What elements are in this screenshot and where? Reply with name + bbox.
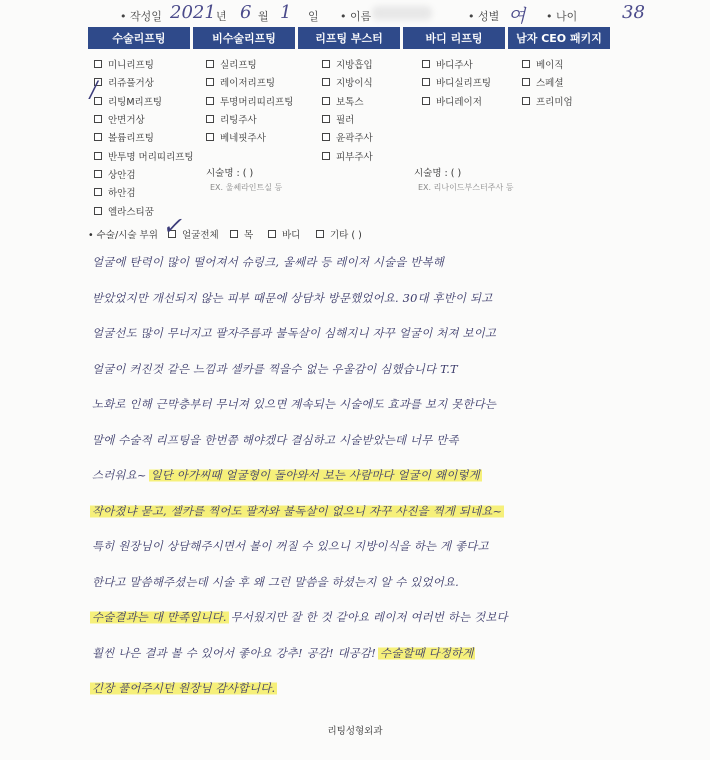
clinic-name-footer: 리팅성형외과 bbox=[327, 726, 383, 737]
surgery-part-label: • 수술/시술 부위 bbox=[88, 230, 158, 241]
date-label: • 작성일 bbox=[120, 10, 162, 23]
age-label: • 나이 bbox=[546, 10, 578, 23]
gender-label: • 성별 bbox=[468, 10, 500, 23]
option-checkbox[interactable] bbox=[206, 110, 293, 128]
review-line bbox=[90, 396, 620, 432]
option-checkbox[interactable] bbox=[206, 128, 293, 146]
review-line bbox=[90, 680, 620, 716]
option-checkbox[interactable] bbox=[322, 55, 373, 73]
option-column-body-lifting bbox=[422, 55, 491, 110]
option-label: 윤곽주사 bbox=[336, 133, 373, 145]
checkbox-icon[interactable] bbox=[94, 207, 102, 215]
option-label: 피부주사 bbox=[336, 151, 373, 163]
checkbox-icon[interactable] bbox=[422, 60, 430, 68]
checkbox-icon[interactable] bbox=[422, 97, 430, 105]
highlighted-text: 일단 아가씨때 얼굴형이 돌아와서 보는 사람마다 얼굴이 왜이렇게 bbox=[150, 468, 480, 482]
option-label: 필러 bbox=[336, 115, 355, 127]
review-line bbox=[90, 325, 620, 361]
option-label: 안면거상 bbox=[108, 115, 145, 127]
handwritten-review bbox=[90, 254, 620, 716]
option-label: 실리프팅 bbox=[220, 60, 257, 72]
date-day: 1 bbox=[280, 2, 292, 23]
option-checkbox[interactable] bbox=[94, 183, 194, 201]
checkbox-icon[interactable] bbox=[322, 78, 330, 86]
option-label: 투명머리띠리프팅 bbox=[220, 96, 294, 108]
option-label: 바디레이저 bbox=[436, 96, 482, 108]
name-value-redacted bbox=[372, 6, 432, 20]
checkbox-icon[interactable] bbox=[94, 152, 102, 160]
review-text: 스러워요~ bbox=[92, 468, 147, 482]
gender-value: 여 bbox=[508, 6, 526, 27]
review-line bbox=[90, 609, 620, 645]
part-option-other[interactable] bbox=[316, 227, 362, 241]
option-label: 목 bbox=[244, 230, 254, 241]
option-checkbox[interactable] bbox=[94, 73, 194, 91]
date-month-unit: 월 bbox=[258, 10, 269, 23]
review-text: 얼굴에 탄력이 많이 떨어져서 슈링크, 울쎄라 등 레이저 시술을 반복해 bbox=[92, 255, 444, 269]
checkbox-icon[interactable] bbox=[206, 60, 214, 68]
review-line bbox=[90, 254, 620, 290]
option-checkbox[interactable] bbox=[522, 55, 573, 73]
option-label: 지방이식 bbox=[336, 78, 373, 90]
option-column-nonsurgical-lifting bbox=[206, 55, 293, 146]
category-header: 수술리프팅 bbox=[88, 27, 190, 49]
checkbox-icon[interactable] bbox=[422, 78, 430, 86]
option-label: 리쥬풀거상 bbox=[108, 78, 154, 90]
option-checkbox[interactable] bbox=[206, 73, 293, 91]
option-label: 상안검 bbox=[108, 169, 136, 181]
checkbox-icon[interactable] bbox=[94, 170, 102, 178]
option-column-lifting-booster bbox=[322, 55, 373, 165]
checkbox-icon[interactable] bbox=[94, 115, 102, 123]
review-text: 특히 원장님이 상담해주시면서 볼이 꺼질 수 있으니 지방이식을 하는 게 좋다고 bbox=[92, 539, 489, 553]
highlighted-text: 긴장 풀어주시던 원장님 감사합니다. bbox=[92, 681, 276, 695]
review-text: 무서웠지만 잘 한 것 같아요 레이저 여러번 하는 것보다 bbox=[230, 610, 508, 624]
review-line bbox=[90, 574, 620, 610]
name-label: • 이름 bbox=[340, 10, 372, 23]
checkbox-icon[interactable] bbox=[206, 115, 214, 123]
form-info-row bbox=[100, 2, 690, 26]
option-label: 베이직 bbox=[536, 60, 564, 72]
option-checkbox[interactable] bbox=[322, 146, 373, 164]
category-header-bar bbox=[88, 27, 610, 49]
option-label: 반투명 머리띠리프팅 bbox=[108, 151, 194, 163]
checkbox-icon[interactable] bbox=[230, 230, 238, 238]
review-line bbox=[90, 290, 620, 326]
checkbox-icon[interactable] bbox=[268, 230, 276, 238]
checkbox-icon[interactable] bbox=[94, 60, 102, 68]
option-checkbox[interactable] bbox=[206, 55, 293, 73]
checkbox-icon[interactable] bbox=[322, 97, 330, 105]
checkbox-icon[interactable] bbox=[522, 78, 530, 86]
option-checkbox[interactable] bbox=[322, 92, 373, 110]
option-label: 베네핏주사 bbox=[220, 133, 266, 145]
highlighted-text: 수술할때 다정하게 bbox=[380, 645, 474, 660]
highlighted-text: 작아졌냐 묻고, 셀카를 찍어도 팔자와 불독살이 없으니 자꾸 사진을 찍게 되네요~ bbox=[92, 503, 503, 518]
checkbox-icon[interactable] bbox=[94, 133, 102, 141]
checkbox-icon[interactable] bbox=[206, 97, 214, 105]
procedure-example-1: EX. 울쎄라인트실 등 bbox=[210, 183, 283, 192]
date-year-unit: 년 bbox=[216, 10, 227, 23]
option-checkbox[interactable] bbox=[94, 55, 194, 73]
review-line bbox=[90, 503, 620, 539]
option-column-surgical-lifting bbox=[94, 55, 194, 220]
review-text: 얼굴이 커진것 같은 느낌과 셀카를 찍을수 없는 우울감이 심했습니다 T.T bbox=[92, 361, 458, 376]
review-line bbox=[90, 432, 620, 468]
review-text: 얼굴선도 많이 무너지고 팔자주름과 불독살이 심해지니 자꾸 얼굴이 처져 보이고 bbox=[92, 326, 497, 340]
checkbox-icon[interactable] bbox=[522, 97, 530, 105]
checkbox-icon[interactable] bbox=[322, 60, 330, 68]
checkbox-icon[interactable] bbox=[206, 133, 214, 141]
checkbox-icon[interactable] bbox=[316, 230, 324, 238]
option-column-ceo-package bbox=[522, 55, 573, 110]
option-checkbox[interactable] bbox=[94, 128, 194, 146]
option-checkbox[interactable] bbox=[94, 110, 194, 128]
checkbox-icon[interactable] bbox=[522, 60, 530, 68]
option-label: 바디주사 bbox=[436, 60, 473, 72]
checkbox-icon[interactable] bbox=[94, 188, 102, 196]
part-option-body[interactable] bbox=[268, 227, 300, 241]
option-label: 리팅M리프팅 bbox=[108, 96, 163, 108]
option-checkbox[interactable] bbox=[422, 55, 491, 73]
category-header: 리프팅 부스터 bbox=[298, 27, 400, 49]
handwritten-check-icon: / bbox=[90, 78, 98, 103]
option-checkbox[interactable] bbox=[322, 73, 373, 91]
option-checkbox[interactable] bbox=[522, 73, 573, 91]
option-label: 리팅주사 bbox=[220, 115, 257, 127]
option-label: 프리미엄 bbox=[536, 96, 573, 108]
option-checkbox[interactable] bbox=[422, 92, 491, 110]
highlighted-text: 수술결과는 대 만족입니다. bbox=[92, 610, 227, 624]
age-value: 38 bbox=[622, 2, 645, 23]
review-line bbox=[90, 361, 620, 397]
option-checkbox[interactable] bbox=[94, 146, 194, 164]
option-label: 바디 bbox=[282, 230, 301, 241]
review-line bbox=[90, 538, 620, 574]
checkbox-icon[interactable] bbox=[322, 133, 330, 141]
date-day-unit: 일 bbox=[308, 10, 319, 23]
review-line bbox=[90, 467, 620, 503]
option-label: 엘라스티꿈 bbox=[108, 206, 154, 218]
option-label: 기타 ( ) bbox=[330, 230, 362, 241]
procedure-name-field-1[interactable]: 시술명 : ( ) bbox=[206, 168, 254, 179]
date-year: 2021 bbox=[170, 2, 216, 23]
option-label: 지방흡입 bbox=[336, 60, 373, 72]
checkbox-icon[interactable] bbox=[322, 115, 330, 123]
option-label: 레이저리프팅 bbox=[220, 78, 276, 90]
category-header: 남자 CEO 패키지 bbox=[508, 27, 610, 49]
procedure-name-field-2[interactable]: 시술명 : ( ) bbox=[414, 168, 462, 179]
option-checkbox[interactable] bbox=[322, 110, 373, 128]
option-label: 바디실리프팅 bbox=[436, 78, 492, 90]
category-header: 바디 리프팅 bbox=[403, 27, 505, 49]
review-text: 노화로 인해 근막층부터 무너져 있으면 계속되는 시술에도 효과를 보지 못한다는 bbox=[92, 397, 497, 411]
review-text: 받았었지만 개선되지 않는 피부 때문에 상담차 방문했었어요. 30대 후반이 되고 bbox=[92, 290, 493, 305]
handwritten-check-icon: ✓ bbox=[162, 212, 183, 240]
option-checkbox[interactable] bbox=[94, 165, 194, 183]
checkbox-icon[interactable] bbox=[322, 152, 330, 160]
option-label: 얼굴전체 bbox=[182, 230, 219, 241]
procedure-example-2: EX. 리나이드부스터주사 등 bbox=[418, 183, 514, 192]
option-checkbox[interactable] bbox=[322, 128, 373, 146]
option-label: 하안검 bbox=[108, 188, 136, 200]
option-checkbox[interactable] bbox=[422, 73, 491, 91]
review-line bbox=[90, 645, 620, 681]
option-checkbox[interactable] bbox=[206, 92, 293, 110]
review-text: 훨씬 나은 결과 볼 수 있어서 좋아요 강추! 공감! 대공감! bbox=[92, 645, 376, 660]
option-label: 볼륨리프팅 bbox=[108, 133, 154, 145]
option-label: 보톡스 bbox=[336, 96, 364, 108]
part-option-neck[interactable] bbox=[230, 227, 253, 241]
review-text: 말에 수술적 리프팅을 한번쯤 해야겠다 결심하고 시술받았는데 너무 만족 bbox=[92, 432, 459, 447]
option-label: 미니리프팅 bbox=[108, 60, 154, 72]
category-header: 비수술리프팅 bbox=[193, 27, 295, 49]
date-month: 6 bbox=[240, 2, 252, 23]
checkbox-icon[interactable] bbox=[206, 78, 214, 86]
review-text: 한다고 말씀해주셨는데 시술 후 왜 그런 말씀을 하셨는지 알 수 있었어요. bbox=[92, 574, 459, 589]
option-checkbox[interactable] bbox=[94, 92, 194, 110]
option-checkbox[interactable] bbox=[522, 92, 573, 110]
option-label: 스페셜 bbox=[536, 78, 564, 90]
